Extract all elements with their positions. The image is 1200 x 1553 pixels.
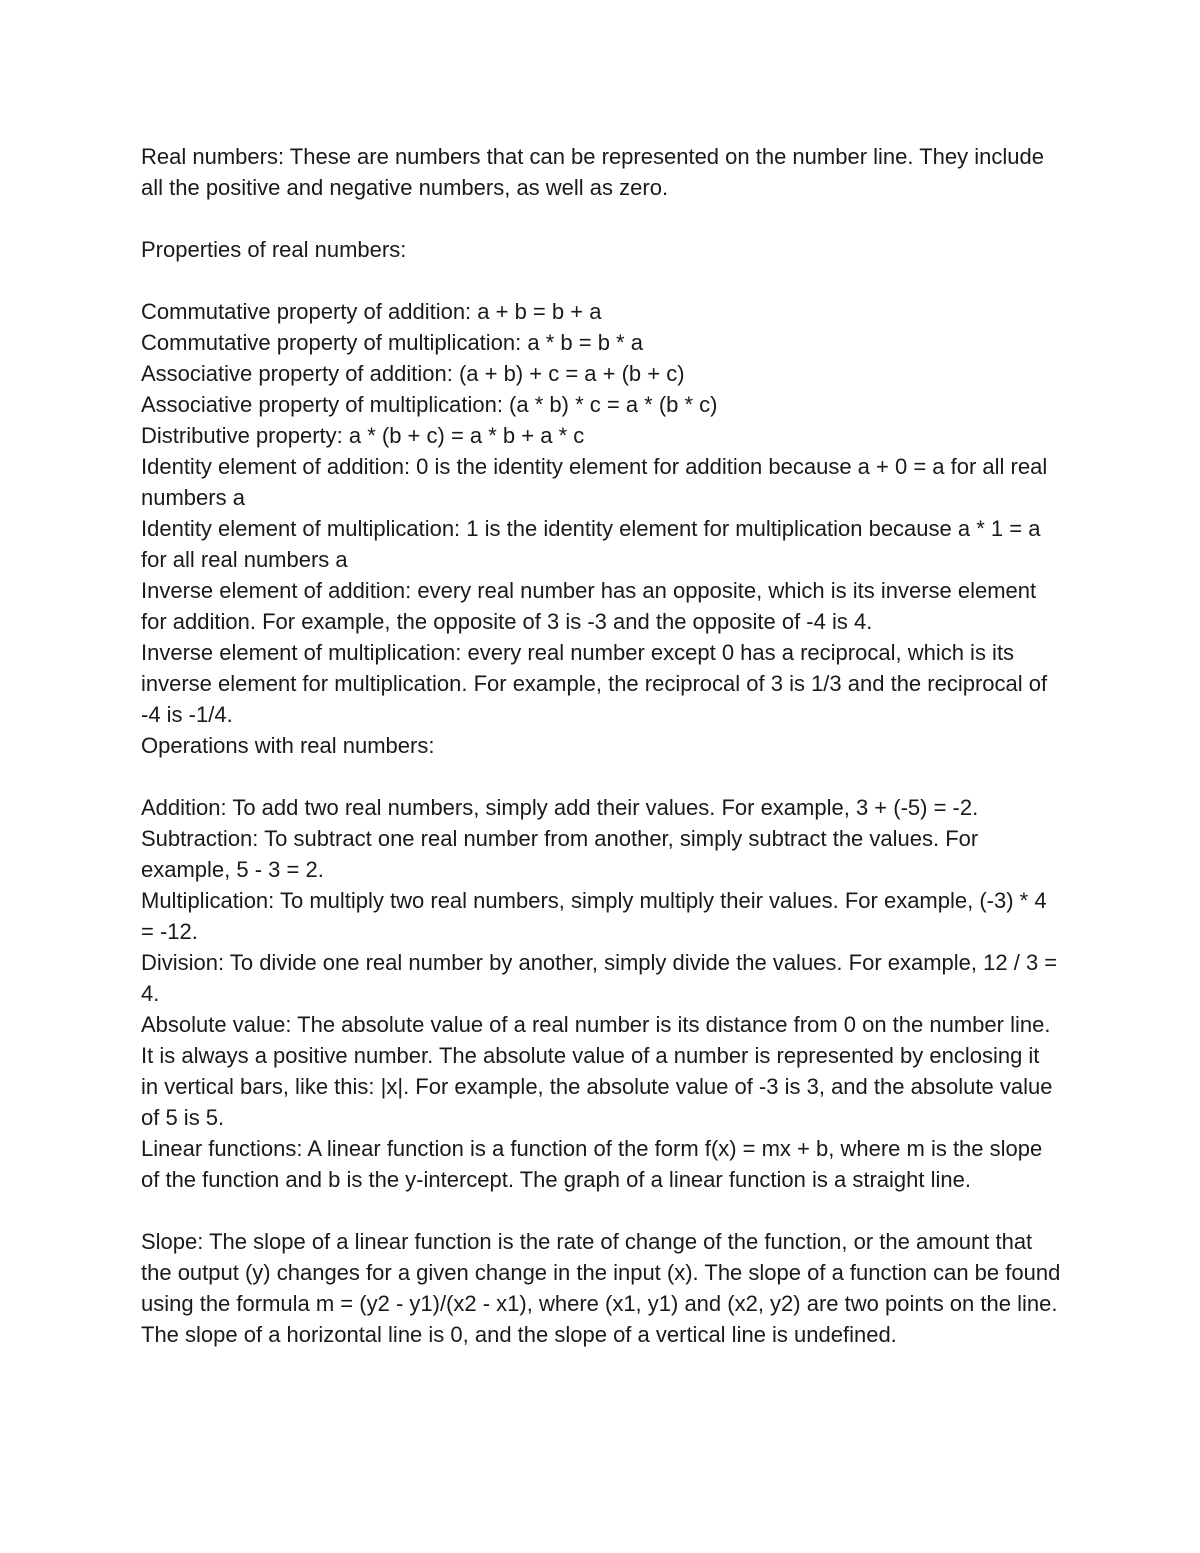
section-heading-operations: Operations with real numbers: — [141, 733, 435, 758]
intro-paragraph: Real numbers: These are numbers that can be represented on the number line. They include all the positive and negative numbers, as well as zero. — [141, 144, 1044, 200]
document-page — [141, 141, 1061, 1350]
absolute-value-paragraph: Absolute value: The absolute value of a real number is its distance from 0 on the number line. It is always a positive number. The absolute value of a number is represented by enclosing it in vertical bars, like this: |x|. For example, the absolute value of -3 is 3, and the absolute value of 5 is 5. — [141, 1012, 1053, 1130]
property-commutative-addition: Commutative property of addition: a + b = b + a — [141, 299, 602, 324]
property-identity-multiplication: Identity element of multiplication: 1 is the identity element for multiplication because a * 1 = a for all real numbers a — [141, 516, 1041, 572]
slope-paragraph: Slope: The slope of a linear function is the rate of change of the function, or the amount that the output (y) changes for a given change in the input (x). The slope of a function can be found using the formula m = (y2 - y1)/(x2 - x1), where (x1, y1) and (x2, y2) are two points on the line. The slope of a horizontal line is 0, and the slope of a vertical line is undefined. — [141, 1229, 1061, 1347]
property-associative-multiplication: Associative property of multiplication: (a * b) * c = a * (b * c) — [141, 392, 718, 417]
blank-line — [141, 1195, 1061, 1226]
property-inverse-multiplication: Inverse element of multiplication: every real number except 0 has a reciprocal, which is its inverse element for multiplication. For example, the reciprocal of 3 is 1/3 and the reciprocal of -4 is -1/4. — [141, 640, 1048, 727]
blank-line — [141, 761, 1061, 792]
property-distributive: Distributive property: a * (b + c) = a * b + a * c — [141, 423, 585, 448]
operation-multiplication: Multiplication: To multiply two real numbers, simply multiply their values. For example, (-3) * 4 = -12. — [141, 888, 1047, 944]
operation-subtraction: Subtraction: To subtract one real number from another, simply subtract the values. For example, 5 - 3 = 2. — [141, 826, 979, 882]
property-commutative-multiplication: Commutative property of multiplication: a * b = b * a — [141, 330, 643, 355]
blank-line — [141, 203, 1061, 234]
section-heading-properties: Properties of real numbers: — [141, 237, 407, 262]
operation-division: Division: To divide one real number by another, simply divide the values. For example, 12 / 3 = 4. — [141, 950, 1058, 1006]
blank-line — [141, 265, 1061, 296]
operation-addition: Addition: To add two real numbers, simply add their values. For example, 3 + (-5) = -2. — [141, 795, 979, 820]
property-associative-addition: Associative property of addition: (a + b) + c = a + (b + c) — [141, 361, 685, 386]
property-identity-addition: Identity element of addition: 0 is the identity element for addition because a + 0 = a for all real numbers a — [141, 454, 1048, 510]
property-inverse-addition: Inverse element of addition: every real number has an opposite, which is its inverse element for addition. For example, the opposite of 3 is -3 and the opposite of -4 is 4. — [141, 578, 1037, 634]
linear-functions-paragraph: Linear functions: A linear function is a function of the form f(x) = mx + b, where m is the slope of the function and b is the y-intercept. The graph of a linear function is a straight line. — [141, 1136, 1043, 1192]
